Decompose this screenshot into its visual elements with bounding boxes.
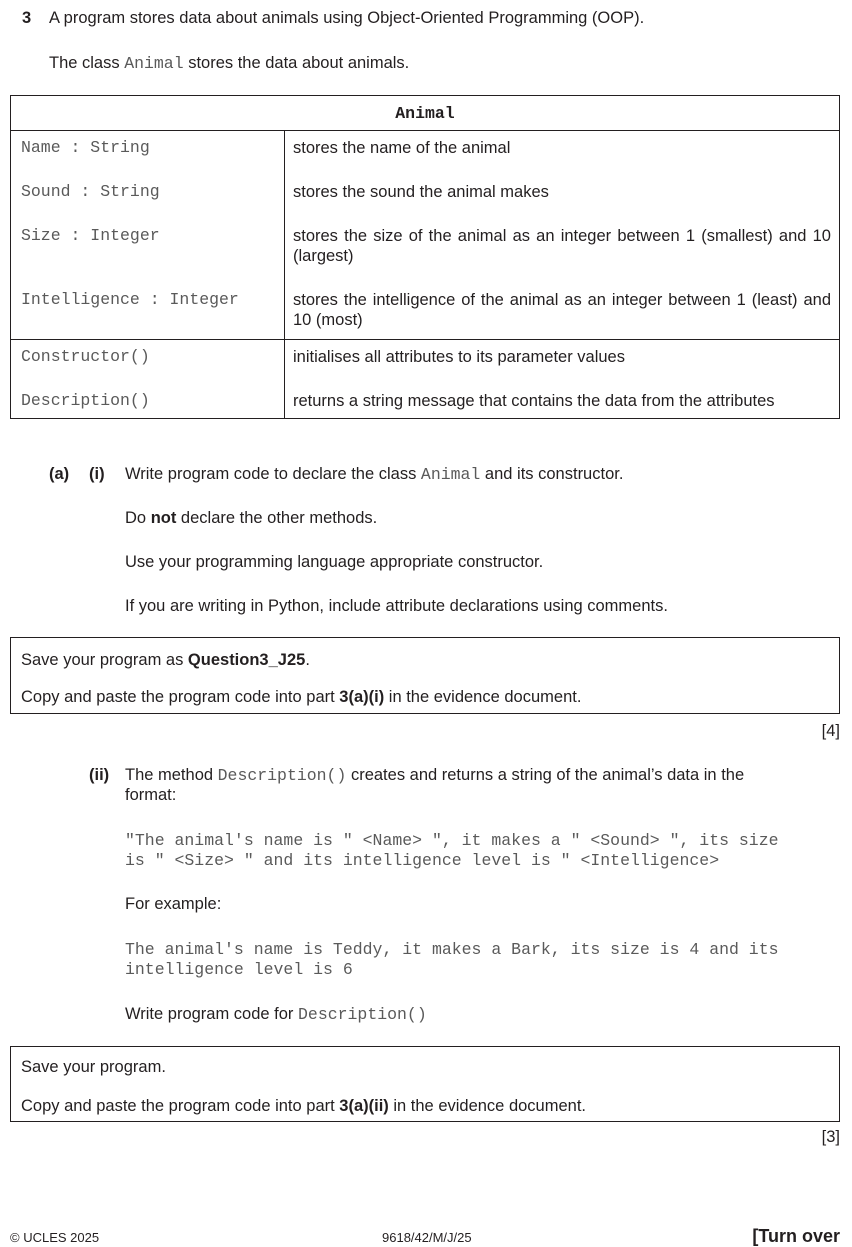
class-table (10, 95, 840, 419)
write-code-instruction: Write program code for Description() (125, 1005, 427, 1024)
part-ii-label: (ii) (89, 766, 110, 784)
format-line-1: "The animal's name is " <Name> ", it makes a " <Sound> ", its size (125, 831, 779, 850)
class-table-header: Animal (11, 96, 840, 131)
class-name-code: Animal (124, 54, 184, 73)
method-constructor: Constructor() (21, 347, 150, 366)
part-i-label: (i) (89, 465, 105, 483)
desc-sound: stores the sound the animal makes (293, 183, 549, 201)
example-line-2: intelligence level is 6 (125, 960, 353, 979)
box-ii-line2: Copy and paste the program code into part 3(a)(ii) in the evidence document. (21, 1097, 586, 1115)
methods-row (11, 340, 840, 419)
footer-paper-code: 9618/42/M/J/25 (382, 1230, 472, 1245)
attribute-names (11, 131, 285, 340)
attr-intelligence: Intelligence : Integer (21, 290, 239, 309)
desc-name: stores the name of the animal (293, 139, 511, 157)
instruction-box-i (10, 637, 840, 714)
footer-copyright: © UCLES 2025 (10, 1230, 100, 1245)
desc-size: stores the size of the animal as an integer between 1 (smallest) and 10 (largest) (293, 227, 831, 265)
marks-ii: [3] (821, 1128, 840, 1146)
box-i-line1: Save your program as Question3_J25. (21, 651, 310, 669)
format-line-2: is " <Size> " and its intelligence level is " <Intelligence> (125, 851, 720, 870)
marks-i: [4] (821, 722, 840, 740)
part-i-line3: Use your programming language appropriate constructor. (125, 553, 544, 571)
desc-intelligence: stores the intelligence of the animal as an integer between 1 (least) and 10 (most) (293, 291, 831, 329)
desc-description: returns a string message that contains the data from the attributes (293, 392, 775, 410)
box-ii-line1: Save your program. (21, 1058, 166, 1076)
box-i-line2: Copy and paste the program code into part 3(a)(i) in the evidence document. (21, 688, 582, 706)
class-intro: The class Animal stores the data about animals. (49, 54, 410, 73)
part-i-line1: Write program code to declare the class Animal and its constructor. (125, 465, 624, 484)
example-label: For example: (125, 895, 222, 913)
footer-turn-over: [Turn over (752, 1226, 840, 1246)
desc-constructor: initialises all attributes to its parameter values (293, 348, 625, 366)
attribute-descriptions (285, 131, 840, 340)
question-number: 3 (22, 9, 32, 27)
method-description: Description() (21, 391, 150, 410)
attr-sound: Sound : String (21, 182, 160, 201)
part-ii-line2: format: (125, 786, 177, 804)
attr-name: Name : String (21, 138, 150, 157)
part-a-label: (a) (49, 465, 70, 483)
method-names (11, 340, 285, 419)
part-i-line4: If you are writing in Python, include attribute declarations using comments. (125, 597, 668, 615)
part-ii-line1: The method Description() creates and returns a string of the animal’s data in the (125, 766, 745, 785)
question-intro: A program stores data about animals using Object-Oriented Programming (OOP). (49, 9, 645, 27)
example-line-1: The animal's name is Teddy, it makes a Bark, its size is 4 and its (125, 940, 779, 959)
instruction-box-ii (10, 1046, 840, 1122)
attributes-row (11, 131, 840, 340)
part-i-line2: Do not declare the other methods. (125, 509, 378, 527)
method-descriptions (285, 340, 840, 419)
attr-size: Size : Integer (21, 226, 160, 245)
